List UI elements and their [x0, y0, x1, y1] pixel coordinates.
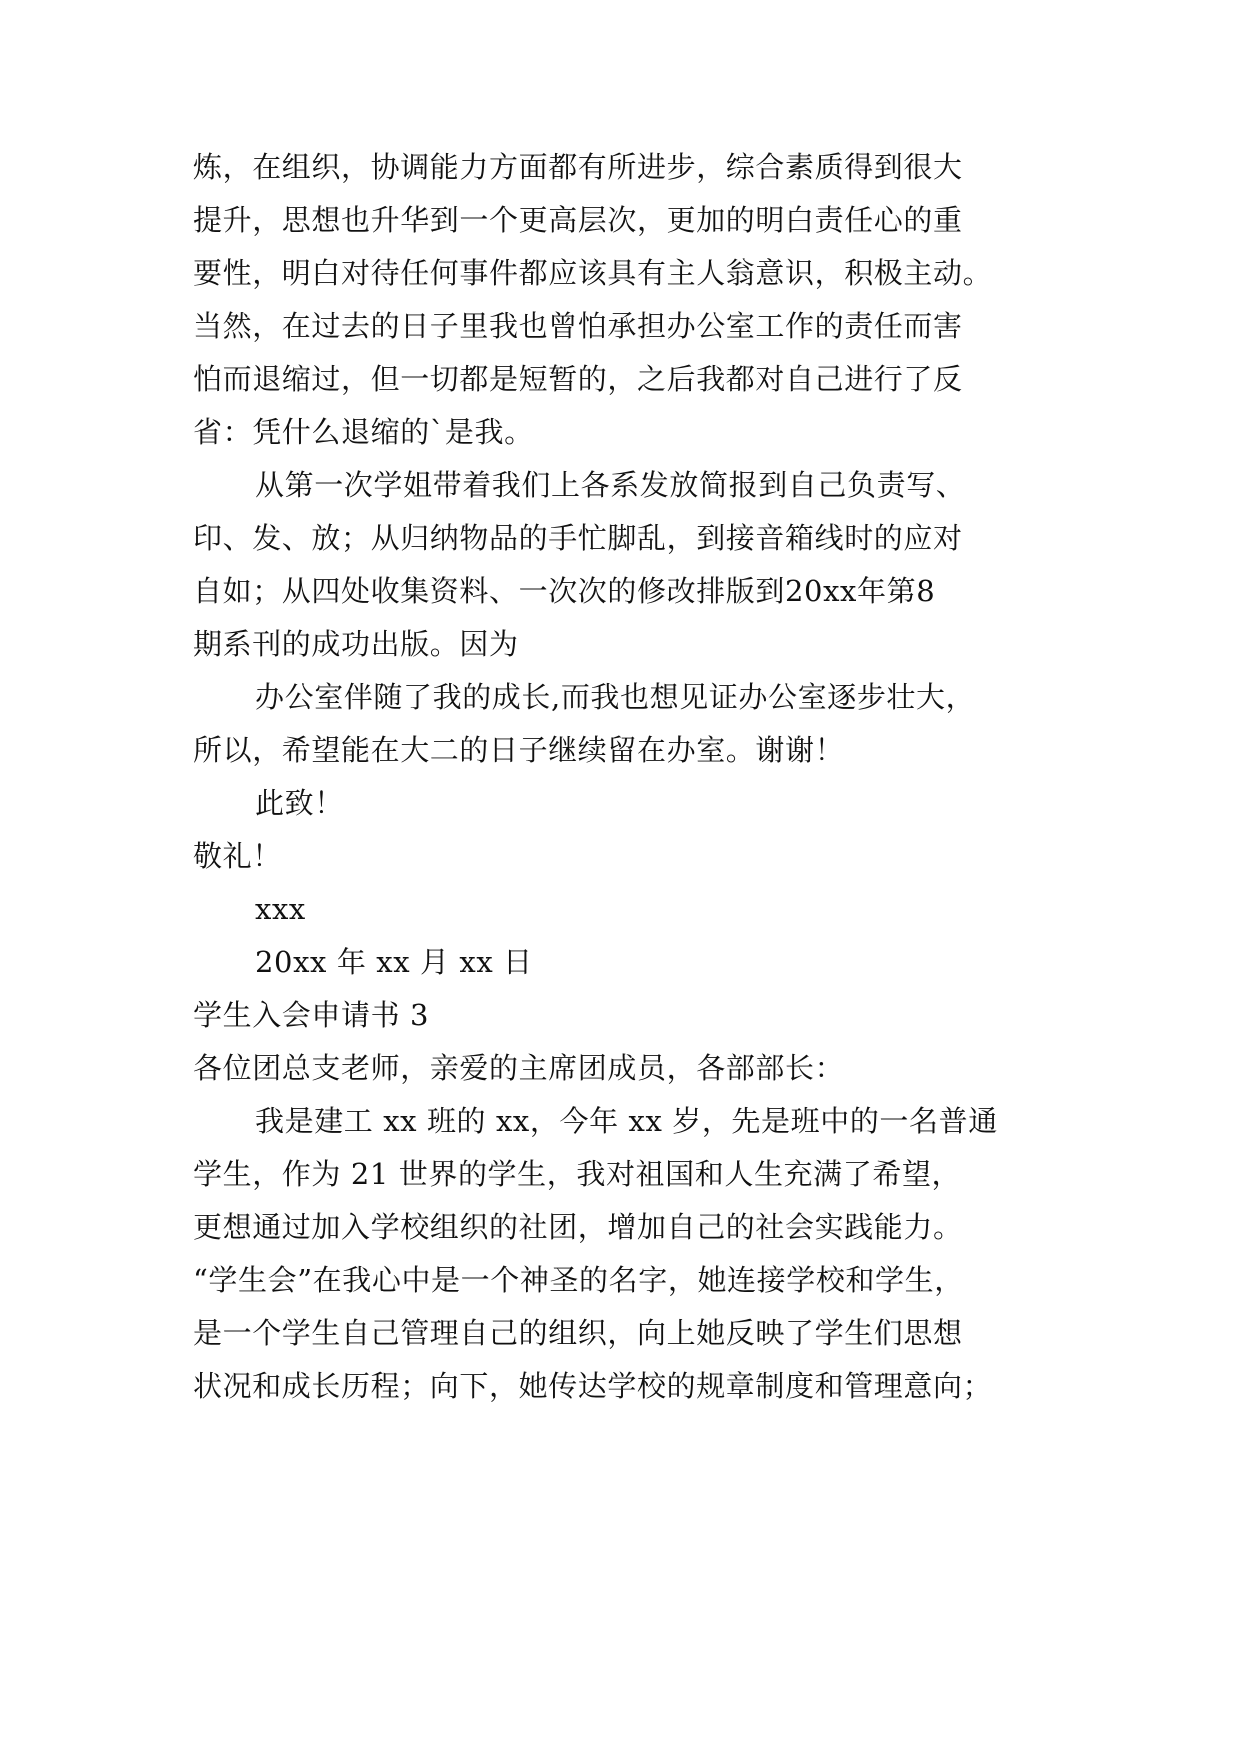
body-text-line: 印、发、放；从归纳物品的手忙脚乱，到接音箱线时的应对 [193, 521, 963, 555]
body-text-line: 炼，在组织，协调能力方面都有所进步，综合素质得到很大 [193, 150, 963, 184]
salute-text: 敬礼！ [193, 839, 282, 873]
signature-date: 20xx 年 xx 月 xx 日 [255, 945, 533, 979]
closing-text: 此致！ [255, 786, 344, 820]
paragraph-first-line: 办公室伴随了我的成长,而我也想见证办公室逐步壮大， [255, 680, 976, 714]
body-text-line: 学生，作为 21 世界的学生，我对祖国和人生充满了希望， [193, 1157, 962, 1191]
body-text-line: 所以，希望能在大二的日子继续留在办室。谢谢！ [193, 733, 845, 767]
body-text-line: 怕而退缩过，但一切都是短暂的，之后我都对自己进行了反 [193, 362, 963, 396]
section-heading: 学生入会申请书 3 [193, 998, 430, 1032]
body-text-line: 省：凭什么退缩的`是我。 [193, 415, 534, 449]
body-text-line: 更想通过加入学校组织的社团，增加自己的社会实践能力。 [193, 1210, 963, 1244]
paragraph-first-line: 我是建工 xx 班的 xx，今年 xx 岁，先是班中的一名普通 [255, 1104, 998, 1138]
body-text-line: 状况和成长历程；向下，她传达学校的规章制度和管理意向； [193, 1369, 993, 1403]
body-text-line: 当然，在过去的日子里我也曾怕承担办公室工作的责任而害 [193, 309, 963, 343]
signature-name: xxx [255, 892, 306, 926]
body-text-line: 是一个学生自己管理自己的组织，向上她反映了学生们思想 [193, 1316, 963, 1350]
greeting-line: 各位团总支老师，亲爱的主席团成员，各部部长： [193, 1051, 845, 1085]
body-text-line: 要性，明白对待任何事件都应该具有主人翁意识，积极主动。 [193, 256, 993, 290]
body-text-line: 提升，思想也升华到一个更高层次，更加的明白责任心的重 [193, 203, 963, 237]
body-text-line: 期系刊的成功出版。因为 [193, 627, 519, 661]
body-text-line: “学生会”在我心中是一个神圣的名字，她连接学校和学生， [193, 1263, 964, 1297]
paragraph-first-line: 从第一次学姐带着我们上各系发放简报到自己负责写、 [255, 468, 966, 502]
body-text-line: 自如；从四处收集资料、一次次的修改排版到20xx年第8 [193, 574, 936, 608]
